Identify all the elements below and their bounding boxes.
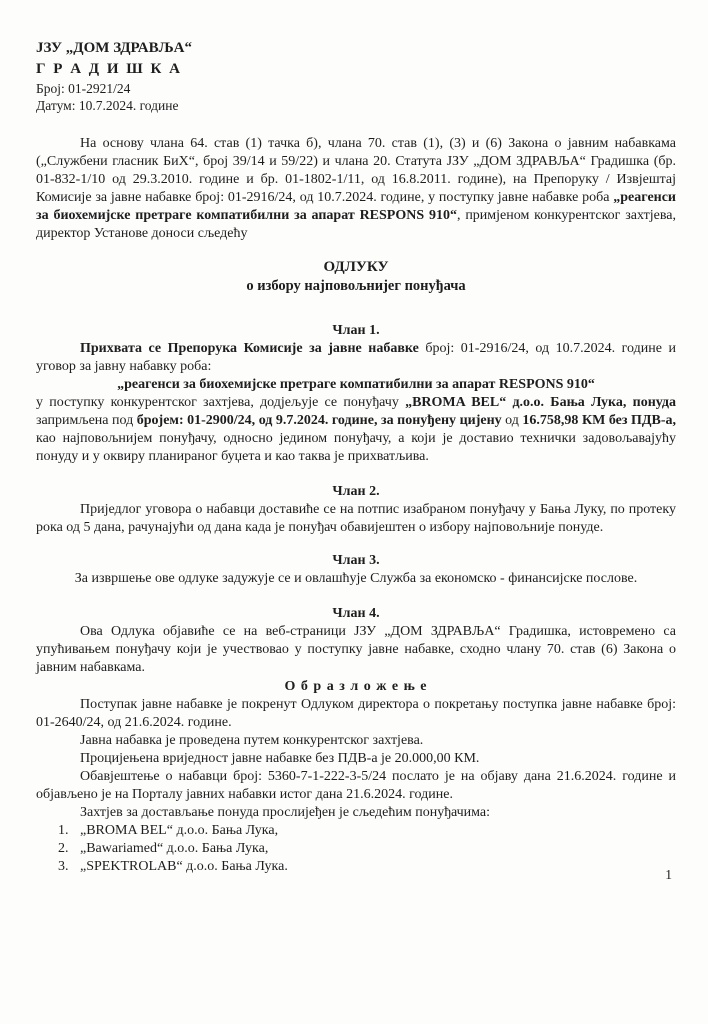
- decision-subtitle: о избору најповољнијег понуђача: [246, 278, 466, 294]
- rationale-paragraph-4: Обавјештење о набавци број: 5360-7-1-222-3-5/24 послато је на објаву дана 21.6.2024. године и објављено је на Порталу јавних набавки истог дана 21.6.2024. године.: [36, 769, 676, 802]
- bidder-number: 1.: [58, 823, 69, 838]
- document-header: [36, 38, 676, 114]
- bidder-name: „BROMA BEL“ д.о.о. Бања Лука,: [80, 823, 279, 838]
- page-number: 1: [665, 867, 672, 882]
- article-1-paragraph-1: Прихвата се Препорука Комисије за јавне набавке број: 01-2916/24, од 10.7.2024. године и уговор за јавну набавку роба:: [36, 341, 676, 374]
- decision-title: ОДЛУКУ: [323, 259, 389, 275]
- bidder-list-item: [36, 840, 676, 858]
- bidder-list: [36, 822, 676, 876]
- rationale-heading: О б р а з л о ж е њ е: [284, 679, 428, 694]
- doc-date: Датум: 10.7.2024. године: [36, 98, 179, 113]
- article-4-heading: Члан 4.: [332, 606, 380, 621]
- bidder-number: 3.: [58, 859, 69, 874]
- rationale-paragraph-5: Захтјев за достављање понуда прослијеђен је сљедећим понуђачима:: [80, 805, 491, 820]
- rationale-paragraph-3: Процијењена вриједност јавне набавке без ПДВ-а је 20.000,00 КМ.: [80, 751, 480, 766]
- doc-number: Број: 01-2921/24: [36, 81, 131, 96]
- bidder-number: 2.: [58, 841, 69, 856]
- article-1-subject-line: „реагенси за биохемијске претраге компатибилни за апарат RESPONS 910“: [117, 377, 595, 392]
- org-city: Г Р А Д И Ш К А: [36, 61, 182, 77]
- rationale-paragraph-2: Јавна набавка је проведена путем конкурентског захтјева.: [80, 733, 424, 748]
- article-1-heading: Члан 1.: [332, 323, 380, 338]
- rationale-paragraph-1: Поступак јавне набавке је покренут Одлуком директора о покретању поступка јавне набавке број: 01-2640/24, од 21.6.2024. године.: [36, 697, 676, 730]
- intro-paragraph: На основу члана 64. став (1) тачка б), члана 70. став (1), (3) и (6) Закона о јавним набавкама („Службени гласник БиХ“, број 39/14 и 59/22) и члана 20. Статута ЈЗУ „ДОМ ЗДРАВЉА“ Градишка (бр. 01-832-1/10 од 29.3.2010. године и бр. 01-1802-1/11, од 16.8.2011. године), на Препоруку / Извјештај Комисије за јавне набавке број: 01-2916/24, од 10.7.2024. године, у поступку јавне набавке роба „реагенси за биохемијске претраге компатибилни за апарат RESPONS 910“, примјеном конкурентског захтјева, директор Установе доноси сљедећу: [36, 136, 677, 241]
- article-3-heading: Члан 3.: [332, 553, 380, 568]
- article-4-paragraph: Ова Одлука објавиће се на веб-страници ЈЗУ „ДОМ ЗДРАВЉА“ Градишка, истовремено са упућивањем понуђачу који је учествовао у поступку јавне набавке, сходно члану 70. став (6) Закона о јавним набавкама.: [36, 624, 676, 675]
- bidder-list-item: [36, 858, 676, 876]
- bidder-list-item: [36, 822, 676, 840]
- article-1-paragraph-2: у поступку конкурентског захтјева, додјељује се понуђачу „BROMA BEL“ д.о.о. Бања Лука, понуда запримљена под бројем: 01-2900/24, од 9.7.2024. године, за понуђену цијену од 16.758,98 КМ без ПДВ-а, као најповољнијем понуђачу, односно једином понуђачу, а који је доставио технички задовољавајућу понуду и у оквиру планираног буџета и као таква је прихватљива.: [36, 395, 677, 464]
- article-2-paragraph: Приједлог уговора о набавци доставиће се на потпис изабраном понуђачу у Бања Луку, по протеку рока од 5 дана, рачунајући од дана када је понуђач обавијештен о избору најповољније понуде.: [36, 502, 676, 535]
- org-name: ЈЗУ „ДОМ ЗДРАВЉА“: [36, 40, 192, 56]
- article-2-heading: Члан 2.: [332, 484, 380, 499]
- bidder-name: „SPEKTROLAB“ д.о.о. Бања Лука.: [80, 859, 288, 874]
- bidder-name: „Bawariamed“ д.о.о. Бања Лука,: [80, 841, 269, 856]
- article-3-paragraph: За извршење ове одлуке задужује се и овлашћује Служба за економско - финансијске послове.: [74, 571, 638, 586]
